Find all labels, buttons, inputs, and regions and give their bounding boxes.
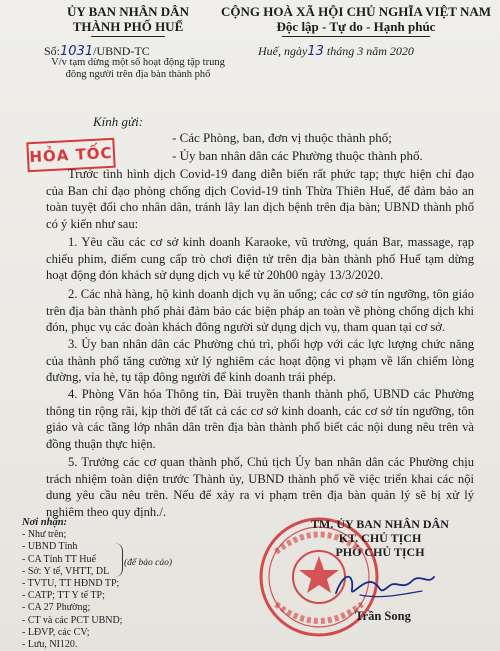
body-paragraph-3 xyxy=(46,336,474,386)
paragraph-text: 5. Trưởng các cơ quan thành phố, Chủ tịch Ủy ban nhân dân các Phường chịu trách nhiệm toàn diện trước Thành ủy, UBND thành phố về việc triển khai các nội dung yêu cầu nêu trên. Nếu để xảy ra vi phạm trên địa bàn quản lý sẽ bị xử lý nghiêm theo quy định./. xyxy=(46,455,474,519)
issuer-line-2: THÀNH PHỐ HUẾ xyxy=(72,19,184,34)
paragraph-text: Trước tình hình dịch Covid-19 đang diễn biến rất phức tạp; thực hiện chỉ đạo của Ban chỉ đạo phòng chống dịch Covid-19 tỉnh Thừa Thiên Huế, để đảm bảo an toàn tuyệt đối cho nhân dân, tránh lây lan dịch bệnh trên địa bàn; UBND thành phố có ý kiến như sau: xyxy=(46,167,474,231)
issuer-line-1: ỦY BAN NHÂN DÂN xyxy=(67,4,189,19)
addressee-label: Kính gửi: xyxy=(93,114,144,129)
addressee-item: - Các Phòng, ban, đơn vị thuộc thành phố; xyxy=(172,130,392,145)
subject-line-1: V/v tạm dừng một số hoạt động tập trung xyxy=(51,57,225,68)
addressee-item: - Ủy ban nhân dân các Phường thuộc thành phố. xyxy=(172,148,423,163)
distribution-item: - CATP; TT Y tế TP; xyxy=(22,590,105,602)
report-note: (để báo cáo) xyxy=(124,558,173,568)
subject-line xyxy=(38,57,238,81)
signature-on-behalf: KT. CHỦ TỊCH xyxy=(338,531,422,545)
national-header xyxy=(220,4,492,37)
body-paragraph-1 xyxy=(46,234,474,284)
paragraph-text: 2. Các nhà hàng, hộ kinh doanh dịch vụ ăn uống; các cơ sở tín ngưỡng, tôn giáo trên địa bàn thành phố phải đảm bảo các biện pháp an toàn về phòng chống dịch khi đón, phục vụ các đoàn khách đông người sử dụng dịch vụ, tham quan tại cơ sở. xyxy=(46,287,474,335)
handwritten-signature-icon xyxy=(330,565,440,603)
subject-line-2: đông người trên địa bàn thành phố xyxy=(65,69,211,80)
distribution-item: - CA Tỉnh TT Huế xyxy=(22,553,96,565)
document-number-suffix: /UBND-TC xyxy=(93,44,150,58)
signature-title: PHÓ CHỦ TỊCH xyxy=(335,545,425,559)
motto-underline xyxy=(282,36,430,37)
date-day-handwritten: 13 xyxy=(307,44,324,59)
body-paragraph-4 xyxy=(46,386,474,452)
document-date xyxy=(258,44,414,59)
body-paragraph-5 xyxy=(46,454,474,520)
report-brace xyxy=(114,543,123,577)
distribution-item: - CA 27 Phường; xyxy=(22,602,91,614)
distribution-list xyxy=(22,517,222,651)
body-paragraph-intro xyxy=(46,166,474,232)
issuer-header xyxy=(28,4,228,37)
distribution-item: - Lưu, NI120. xyxy=(22,639,78,651)
date-place: Huế, ngày xyxy=(258,44,308,58)
body-paragraph-2 xyxy=(46,286,474,336)
issuer-underline xyxy=(91,36,165,37)
signature-block xyxy=(290,517,470,559)
distribution-item: - Sở: Y tế, VHTT, DL xyxy=(22,565,110,577)
document-number-prefix: Số: xyxy=(44,44,61,58)
paragraph-text: 3. Ủy ban nhân dân các Phường chủ trì, phối hợp với các lực lượng chức năng của thành phố tăng cường xử lý nghiêm các hoạt động vi phạm về lấn chiếm lòng đường, vỉa hè, tụ tập đông người để kinh doanh trái phép. xyxy=(46,337,474,385)
paragraph-text: 1. Yêu cầu các cơ sở kinh doanh Karaoke, vũ trường, quán Bar, massage, rạp chiếu phim, điểm cung cấp trò chơi điện tử trên địa bàn thành phố Huế tạm dừng hoạt động đón khách sử dụng dịch vụ kể từ 20h00 ngày 13/3/2020. xyxy=(46,235,474,283)
signer-name: Trần Song xyxy=(355,609,411,623)
distribution-item: - LĐVP, các CV; xyxy=(22,626,90,638)
distribution-item: - Như trên; xyxy=(22,529,67,541)
distribution-item: - CT và các PCT UBND; xyxy=(22,614,123,626)
paragraph-text: 4. Phòng Văn hóa Thông tin, Đài truyền thanh thành phố, UBND các Phường thông tin rộng rãi, kịp thời để tất cả các cơ sở kinh doanh, các cơ sở tín ngưỡng, tôn giáo và các tầng lớp nhân dân trên địa bàn thành phố biết các nội dung nêu trên và đồng thuận thực hiện. xyxy=(46,387,474,451)
date-month-year: tháng 3 năm 2020 xyxy=(326,44,414,58)
distribution-item: - TVTU, TT HĐND TP; xyxy=(22,578,120,590)
urgent-stamp: HỎA TỐC xyxy=(26,138,115,173)
document-number-handwritten: 1031 xyxy=(60,44,94,59)
distribution-label: Nơi nhận: xyxy=(22,517,68,528)
distribution-item: - UBND Tỉnh xyxy=(22,541,78,553)
national-title: CỘNG HOÀ XÃ HỘI CHỦ NGHĨA VIỆT NAM xyxy=(220,4,492,19)
signature-authority: TM. ỦY BAN NHÂN DÂN xyxy=(311,517,449,531)
national-motto: Độc lập - Tự do - Hạnh phúc xyxy=(276,19,436,34)
